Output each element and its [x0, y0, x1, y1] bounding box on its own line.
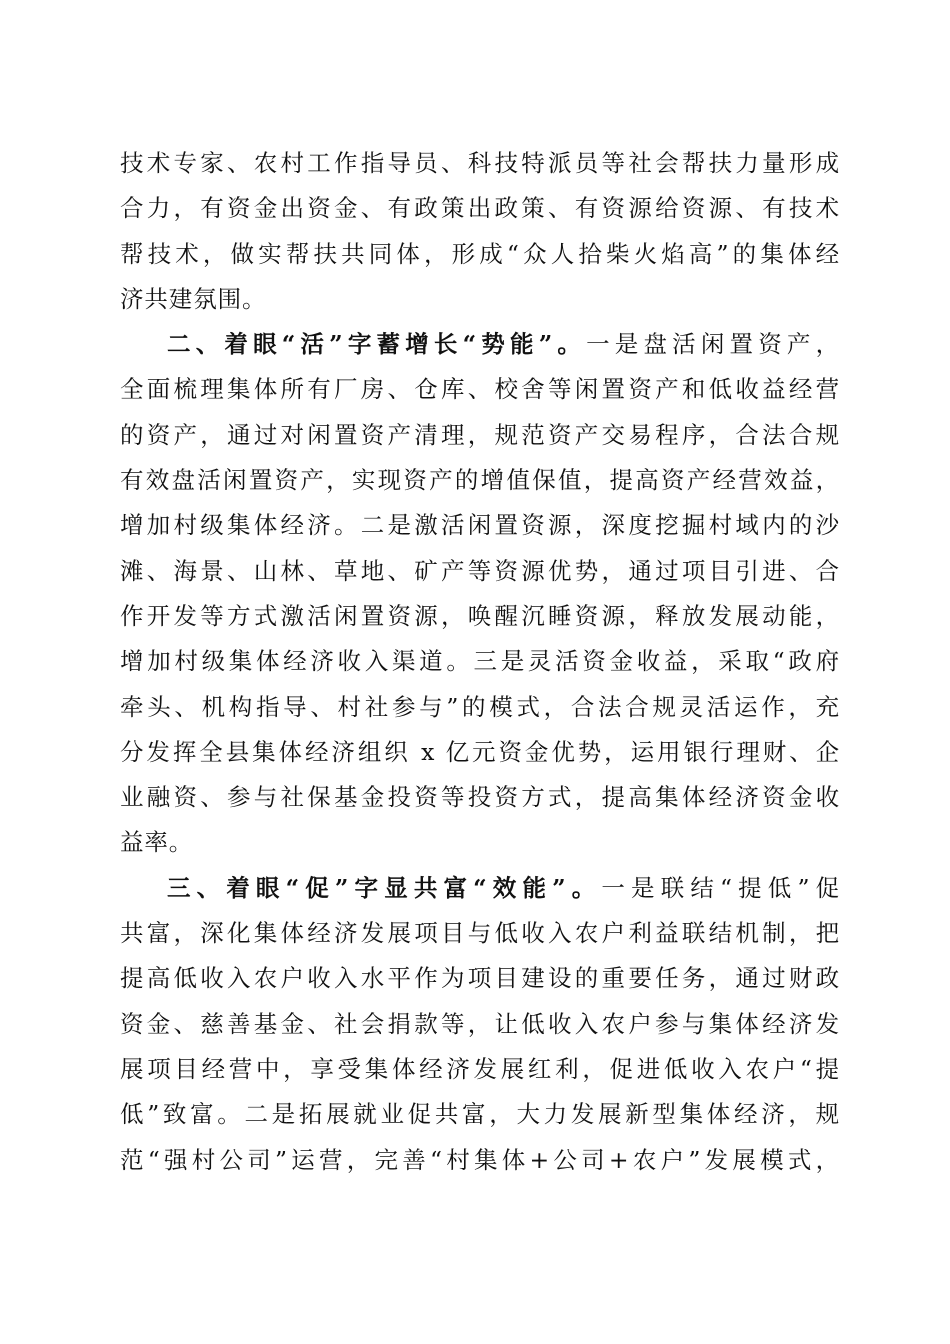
text-line: 合力，有资金出资金、有政策出政策、有资源给资源、有技术 [120, 194, 840, 223]
text-line: 益率。 [120, 828, 194, 857]
text-line: 分发挥全县集体经济组织 x 亿元资金优势，运用银行理财、企 [120, 737, 840, 766]
paragraph-1 [120, 141, 840, 322]
text-line: 展项目经营中，享受集体经济发展红利，促进低收入农户“提 [120, 1054, 840, 1083]
section-heading: 三、着眼“促”字显共富“效能”。 [167, 873, 602, 902]
text-line: 提高低收入农户收入水平作为项目建设的重要任务，通过财政 [120, 964, 840, 993]
text-line [120, 322, 840, 367]
text-line: 共富，深化集体经济发展项目与低收入农户利益联结机制，把 [120, 919, 840, 948]
text-line: 有效盘活闲置资产，实现资产的增值保值，提高资产经营效益， [120, 466, 840, 495]
text-line: 滩、海景、山林、草地、矿产等资源优势，通过项目引进、合 [120, 556, 840, 585]
text-line: 济共建氛围。 [120, 284, 267, 313]
text-line: 范“强村公司”运营，完善“村集体+公司+农户”发展模式， [120, 1145, 840, 1174]
text-line: 低”致富。二是拓展就业促共富，大力发展新型集体经济，规 [120, 1100, 840, 1129]
heading-line-rest: 一是盘活闲置资产， [586, 330, 841, 359]
text-line: 资金、慈善基金、社会捐款等，让低收入农户参与集体经济发 [120, 1009, 840, 1038]
text-line: 帮技术，做实帮扶共同体，形成“众人拾柴火焰高”的集体经 [120, 239, 840, 268]
section-heading: 二、着眼“活”字蓄增长“势能”。 [167, 330, 587, 359]
text-line: 业融资、参与社保基金投资等投资方式，提高集体经济资金收 [120, 783, 840, 812]
text-line: 的资产，通过对闲置资产清理，规范资产交易程序，合法合规 [120, 420, 840, 449]
document-body [120, 141, 840, 1183]
paragraph-3 [120, 866, 840, 1183]
paragraph-2 [120, 322, 840, 866]
text-line: 牵头、机构指导、村社参与”的模式，合法合规灵活运作，充 [120, 692, 840, 721]
text-line [120, 866, 840, 911]
text-line: 全面梳理集体所有厂房、仓库、校舍等闲置资产和低收益经营 [120, 375, 840, 404]
text-line: 增加村级集体经济。二是激活闲置资源，深度挖掘村域内的沙 [120, 511, 840, 540]
text-line: 增加村级集体经济收入渠道。三是灵活资金收益，采取“政府 [120, 647, 840, 676]
text-line: 作开发等方式激活闲置资源，唤醒沉睡资源，释放发展动能， [120, 601, 840, 630]
heading-line-rest: 一是联结“提低”促 [601, 873, 840, 902]
text-line: 技术专家、农村工作指导员、科技特派员等社会帮扶力量形成 [120, 149, 840, 177]
